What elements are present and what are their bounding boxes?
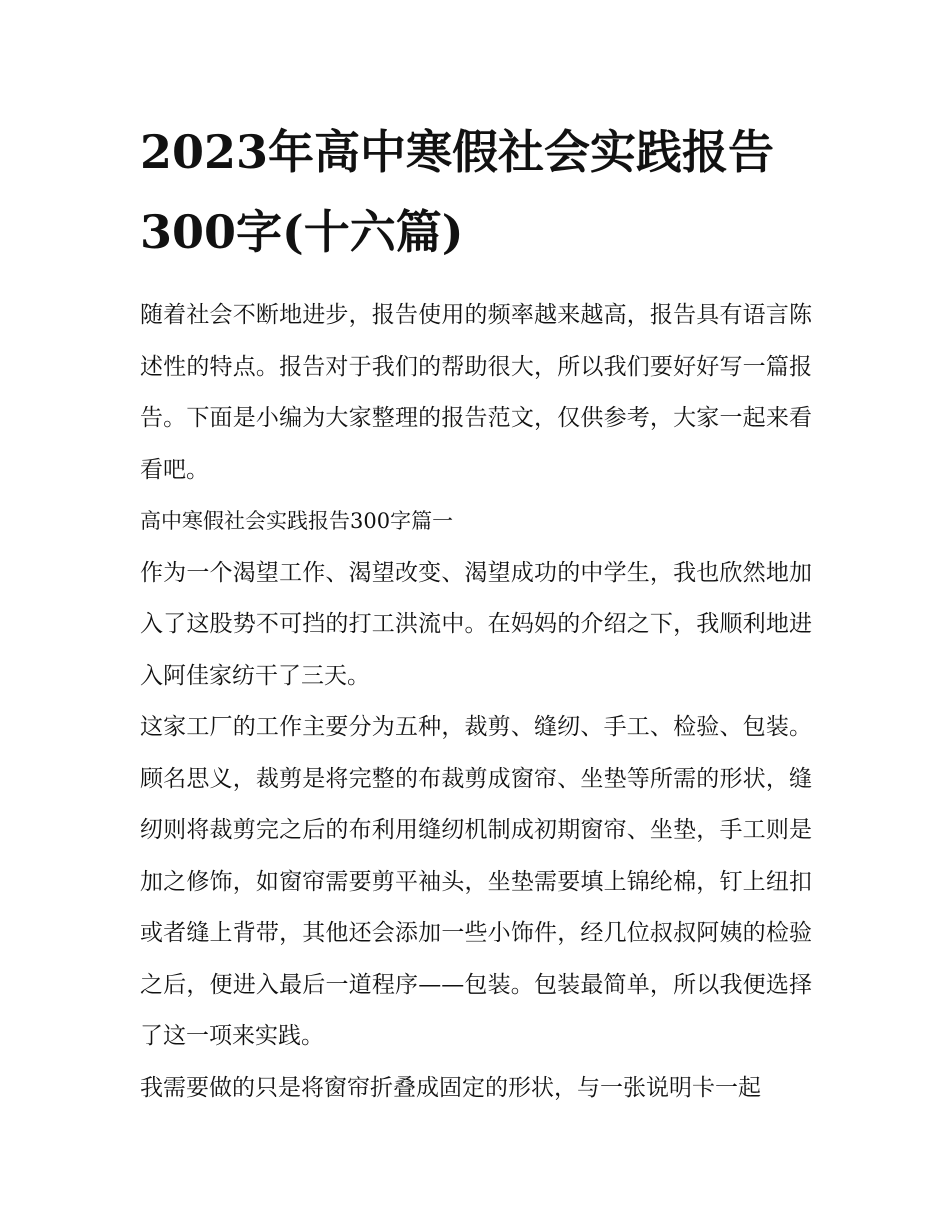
body-paragraph: 这家工厂的工作主要分为五种，裁剪、缝纫、手工、检验、包装。顾名思义，裁剪是将完整的布裁剪成窗帘、坐垫等所需的形状，缝纫则将裁剪完之后的布利用缝纫机制成初期窗帘、坐垫，手工则是加之修饰，如窗帘需要剪平袖头，坐垫需要填上锦纶棉，钉上纽扣或者缝上背带，其他还会添加一些小饰件，经几位叔叔阿姨的检验之后，便进入最后一道程序——包装。包装最简单，所以我便选择了这一项来实践。 (140, 714, 812, 1049)
document-page (140, 112, 812, 1114)
intro-paragraph: 随着社会不断地进步，报告使用的频率越来越高，报告具有语言陈述性的特点。报告对于我们的帮助很大，所以我们要好好写一篇报告。下面是小编为大家整理的报告范文，仅供参考，大家一起来看看吧。 (140, 302, 812, 483)
body-paragraph: 作为一个渴望工作、渴望改变、渴望成功的中学生，我也欣然地加入了这股势不可挡的打工洪流中。在妈妈的介绍之下，我顺利地进入阿佳家纺干了三天。 (140, 559, 812, 689)
body-paragraph: 我需要做的只是将窗帘折叠成固定的形状，与一张说明卡一起 (140, 1074, 761, 1101)
section-heading: 高中寒假社会实践报告300字篇一 (140, 509, 454, 533)
document-title: 2023年高中寒假社会实践报告300字(十六篇) (140, 125, 775, 259)
